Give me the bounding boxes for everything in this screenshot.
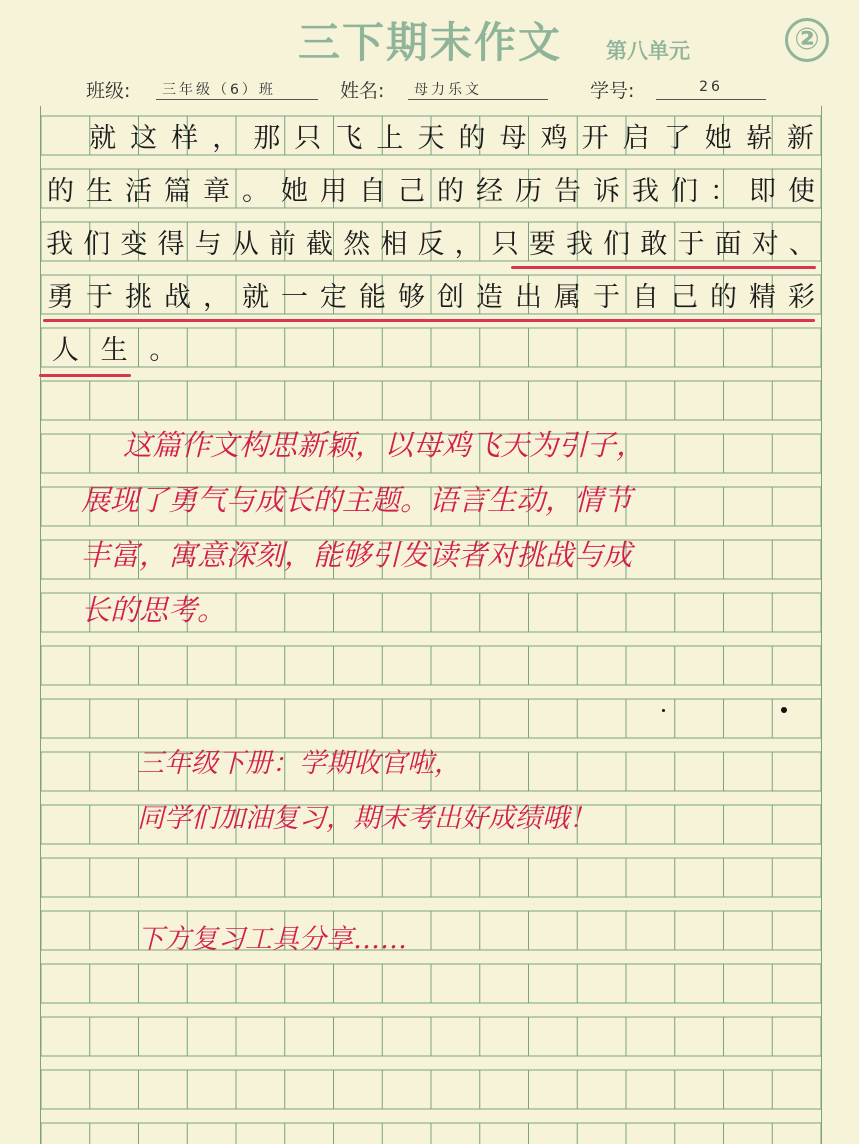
essay-row-1	[41, 116, 821, 155]
essay-char: 属	[554, 282, 581, 313]
essay-char: 鸡	[540, 123, 568, 154]
essay-char: ，	[203, 282, 230, 313]
essay-char: 生	[100, 335, 128, 366]
teacher-comment-line-4: 长的思考。	[81, 593, 227, 627]
essay-char: 告	[554, 176, 581, 207]
composition-grid	[40, 106, 822, 1144]
unit-subtitle: 第八单元	[606, 38, 690, 63]
essay-char: 于	[677, 229, 705, 260]
ink-dot	[662, 709, 665, 712]
essay-char: 人	[51, 335, 79, 366]
essay-char: 这	[130, 123, 158, 154]
essay-char: 够	[398, 282, 425, 313]
essay-char: 上	[376, 123, 404, 154]
essay-char: 们	[603, 229, 631, 260]
id-value: 26	[656, 79, 766, 100]
essay-char: 面	[714, 229, 742, 260]
essay-char: 们	[83, 229, 111, 260]
essay-char: 的	[47, 176, 74, 207]
essay-char: 自	[632, 282, 659, 313]
essay-char: 她	[281, 176, 308, 207]
essay-char: 母	[499, 123, 527, 154]
teacher-comment-line-1: 这篇作文构思新颖，以母鸡飞天为引子，	[123, 428, 646, 462]
essay-char: 天	[417, 123, 445, 154]
essay-char: 启	[622, 123, 650, 154]
essay-char: 我	[632, 176, 659, 207]
essay-char: 们	[671, 176, 698, 207]
essay-char: 于	[86, 282, 113, 313]
essay-char: 她	[704, 123, 732, 154]
essay-char: 活	[125, 176, 152, 207]
essay-char: 战	[164, 282, 191, 313]
essay-char: 反	[417, 229, 445, 260]
essay-char: 自	[359, 176, 386, 207]
essay-char: 勇	[47, 282, 74, 313]
essay-char: 生	[86, 176, 113, 207]
essay-char: 只	[294, 123, 322, 154]
essay-row-4	[41, 275, 821, 314]
note-line-3: 下方复习工具分享……	[137, 924, 407, 955]
essay-char: 就	[89, 123, 117, 154]
essay-char: 即	[749, 176, 776, 207]
essay-char: 彩	[788, 282, 815, 313]
essay-char: 就	[242, 282, 269, 313]
essay-row-5	[41, 328, 821, 367]
essay-char: 飞	[335, 123, 363, 154]
essay-char: 能	[359, 282, 386, 313]
essay-char: 一	[281, 282, 308, 313]
student-info-row	[0, 76, 859, 106]
essay-char: 那	[253, 123, 281, 154]
essay-char: 的	[710, 282, 737, 313]
essay-char: 精	[749, 282, 776, 313]
essay-char: 己	[398, 176, 425, 207]
essay-char	[41, 116, 82, 155]
essay-char: 只	[491, 229, 519, 260]
essay-char: 崭	[745, 123, 773, 154]
essay-char: ：	[710, 176, 737, 207]
essay-char: 了	[663, 123, 691, 154]
essay-char: 然	[343, 229, 371, 260]
essay-char: 的	[437, 176, 464, 207]
essay-char: 新	[786, 123, 814, 154]
essay-char: 的	[458, 123, 486, 154]
essay-char: 挑	[125, 282, 152, 313]
essay-char: 前	[268, 229, 296, 260]
essay-char: 经	[476, 176, 503, 207]
essay-char: 对	[751, 229, 779, 260]
worksheet-header	[0, 0, 859, 110]
essay-char: 我	[46, 229, 74, 260]
name-value: 母力乐文	[408, 79, 548, 100]
class-value: 三年级（6）班	[156, 79, 318, 100]
essay-char: ，	[212, 123, 240, 154]
essay-char: 造	[476, 282, 503, 313]
essay-char: 要	[528, 229, 556, 260]
essay-row-3	[41, 222, 821, 261]
underline-3	[39, 374, 131, 377]
essay-char: 样	[171, 123, 199, 154]
id-label: 学号:	[590, 80, 635, 102]
teacher-comment-line-3: 丰富，寓意深刻，能够引发读者对挑战与成	[81, 538, 633, 572]
essay-char: 用	[320, 176, 347, 207]
essay-char: 截	[306, 229, 334, 260]
page-title: 三下期末作文	[298, 18, 563, 67]
class-label: 班级:	[86, 80, 131, 102]
essay-char: 章	[203, 176, 230, 207]
essay-char: 篇	[164, 176, 191, 207]
essay-char: 历	[515, 176, 542, 207]
essay-char: 从	[231, 229, 259, 260]
essay-char: ，	[454, 229, 482, 260]
essay-char: 敢	[640, 229, 668, 260]
essay-char: 使	[788, 176, 815, 207]
teacher-comment-line-2: 展现了勇气与成长的主题。语言生动，情节	[81, 483, 633, 517]
note-line-2: 同学们加油复习，期末考出好成绩哦！	[137, 803, 596, 834]
essay-char: 与	[194, 229, 222, 260]
essay-char: 、	[788, 229, 816, 260]
essay-char: 诉	[593, 176, 620, 207]
essay-char: 己	[671, 282, 698, 313]
page-number-badge: ②	[785, 18, 829, 62]
underline-2	[43, 319, 815, 322]
essay-char: 于	[593, 282, 620, 313]
essay-row-2	[41, 169, 821, 208]
essay-char: 定	[320, 282, 347, 313]
essay-char: 创	[437, 282, 464, 313]
essay-char: 我	[566, 229, 594, 260]
essay-char: 相	[380, 229, 408, 260]
essay-char: 得	[157, 229, 185, 260]
essay-char: 出	[515, 282, 542, 313]
ink-dot	[781, 707, 787, 713]
essay-char: 。	[242, 176, 269, 207]
name-label: 姓名:	[340, 80, 385, 102]
essay-char: 。	[149, 335, 177, 366]
note-line-1: 三年级下册：学期收官啦，	[137, 748, 461, 779]
essay-char: 变	[120, 229, 148, 260]
essay-char: 开	[581, 123, 609, 154]
underline-1	[511, 266, 816, 269]
